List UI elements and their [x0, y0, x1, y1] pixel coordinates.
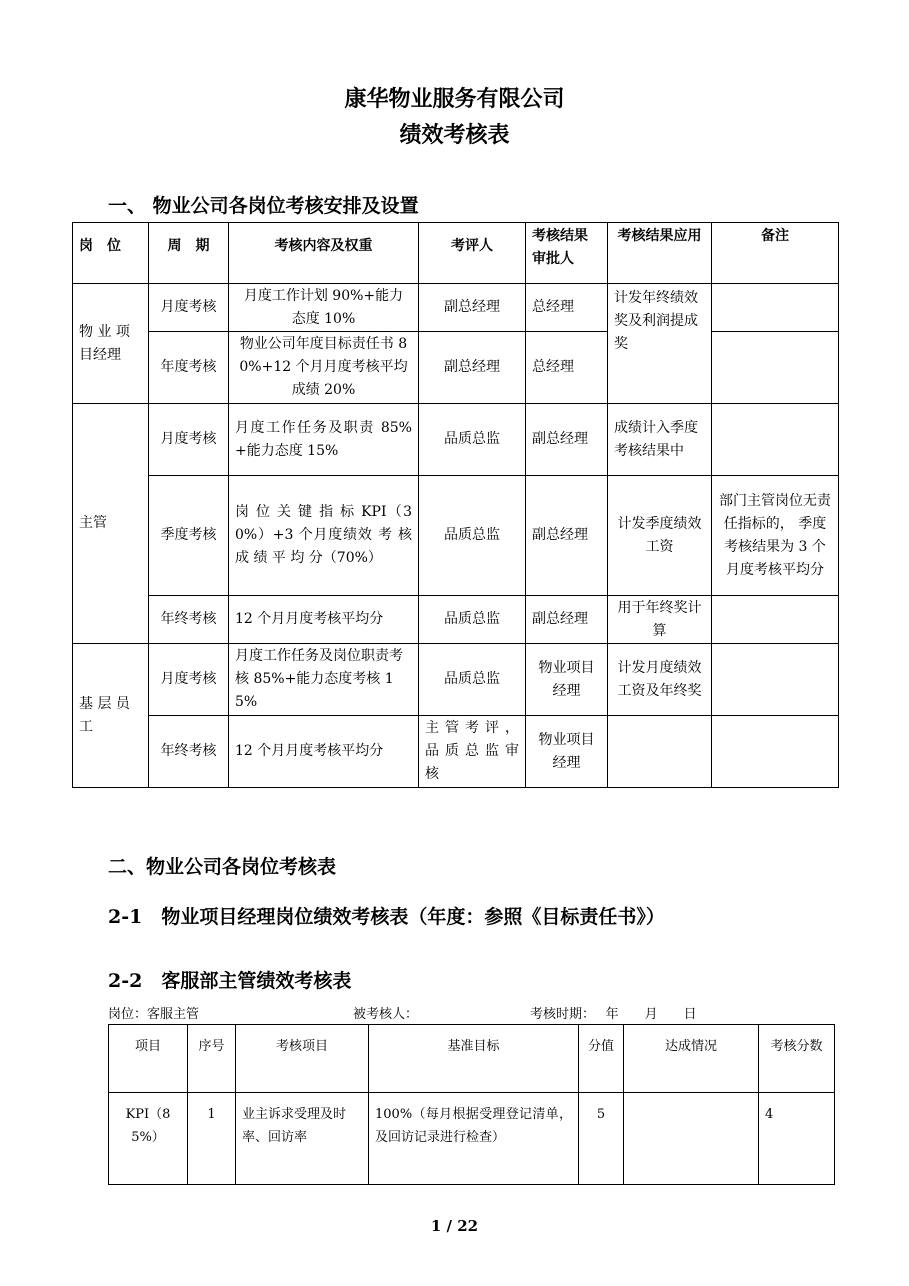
- subsection-2-1-heading: 2-1 物业项目经理岗位绩效考核表（年度：参照《目标责任书》）: [108, 906, 665, 928]
- period-cell: 年度考核: [149, 332, 229, 404]
- note-cell: [712, 596, 839, 644]
- period-cell: 年终考核: [149, 716, 229, 788]
- assessment-arrangement-table: [72, 222, 839, 788]
- info-assessee: 被考核人：: [353, 1007, 419, 1022]
- note-cell: [712, 404, 839, 476]
- col-header-approver: 考核结果审批人: [526, 223, 608, 284]
- col-header-content: 考核内容及权重: [229, 223, 419, 284]
- evaluator-cell: 品质总监: [419, 596, 526, 644]
- period-cell: 月度考核: [149, 644, 229, 716]
- evaluator-cell: 副总经理: [419, 332, 526, 404]
- application-cell: 计发季度绩效工资: [608, 476, 712, 596]
- no-cell: 1: [188, 1093, 236, 1185]
- post-cell: 基 层 员 工: [73, 644, 149, 788]
- col-header-no: 序号: [188, 1025, 236, 1093]
- info-period: 考核时期： 年 月 日: [530, 1007, 697, 1022]
- approver-cell: 物业项目经理: [526, 716, 608, 788]
- period-cell: 年终考核: [149, 596, 229, 644]
- evaluator-cell: 品质总监: [419, 404, 526, 476]
- approver-cell: 物业项目经理: [526, 644, 608, 716]
- result-cell: 4: [759, 1093, 835, 1185]
- approver-cell: 总经理: [526, 332, 608, 404]
- col-header-score: 分值: [579, 1025, 624, 1093]
- period-cell: 月度考核: [149, 284, 229, 332]
- approver-cell: 总经理: [526, 284, 608, 332]
- section1-heading: 一、 物业公司各岗位考核安排及设置: [108, 195, 419, 217]
- section2-heading: 二、物业公司各岗位考核表: [108, 856, 337, 878]
- company-name: 康华物业服务有限公司: [344, 86, 565, 112]
- content-cell: 12 个月月度考核平均分: [229, 716, 419, 788]
- col-header-status: 达成情况: [624, 1025, 759, 1093]
- col-header-project: 考核项目: [236, 1025, 369, 1093]
- application-cell: 计发年终绩效奖及利润提成奖: [608, 284, 712, 404]
- application-cell: 计发月度绩效工资及年终奖: [608, 644, 712, 716]
- approver-cell: 副总经理: [526, 404, 608, 476]
- note-cell: [712, 644, 839, 716]
- table-row: [109, 1093, 835, 1185]
- document-title: 绩效考核表: [399, 122, 510, 148]
- approver-cell: 副总经理: [526, 476, 608, 596]
- col-header-application: 考核结果应用: [608, 223, 712, 284]
- item-cell: KPI（85%）: [109, 1093, 188, 1185]
- status-cell: [624, 1093, 759, 1185]
- content-cell: 岗 位 关 键 指 标 KPI（30%）+3 个月度绩效 考 核 成 绩 平 均 分（70%）: [229, 476, 419, 596]
- customer-service-supervisor-table: [108, 1024, 835, 1185]
- post-cell: 主管: [73, 404, 149, 644]
- col-header-result: 考核分数: [759, 1025, 835, 1093]
- evaluator-cell: 主 管 考 评 ，品 质 总 监 审核: [419, 716, 526, 788]
- score-cell: 5: [579, 1093, 624, 1185]
- project-cell: 业主诉求受理及时率、回访率: [236, 1093, 369, 1185]
- col-header-item: 项目: [109, 1025, 188, 1093]
- application-cell: [608, 716, 712, 788]
- note-cell: [712, 332, 839, 404]
- period-cell: 月度考核: [149, 404, 229, 476]
- col-header-evaluator: 考评人: [419, 223, 526, 284]
- note-cell: 部门主管岗位无责任指标的， 季度考核结果为 3 个月度考核平均分: [712, 476, 839, 596]
- content-cell: 月度工作任务及职责 85%+能力态度 15%: [229, 404, 419, 476]
- note-cell: [712, 716, 839, 788]
- note-cell: [712, 284, 839, 332]
- page-number: 1 / 22: [430, 1217, 479, 1235]
- evaluator-cell: 品质总监: [419, 644, 526, 716]
- application-cell: 用于年终奖计算: [608, 596, 712, 644]
- post-cell: 物 业 项 目经理: [73, 284, 149, 404]
- col-header-note: 备注: [712, 223, 839, 284]
- target-cell: 100%（每月根据受理登记清单，及回访记录进行检查）: [369, 1093, 579, 1185]
- col-header-post: 岗 位: [73, 223, 149, 284]
- content-cell: 12 个月月度考核平均分: [229, 596, 419, 644]
- subsection-2-2-heading: 2-2 客服部主管绩效考核表: [108, 970, 352, 992]
- evaluator-cell: 副总经理: [419, 284, 526, 332]
- content-cell: 物业公司年度目标责任书 80%+12 个月月度考核平均成绩 20%: [229, 332, 419, 404]
- evaluator-cell: 品质总监: [419, 476, 526, 596]
- info-post: 岗位：客服主管: [108, 1007, 200, 1022]
- col-header-period: 周 期: [149, 223, 229, 284]
- period-cell: 季度考核: [149, 476, 229, 596]
- col-header-target: 基准目标: [369, 1025, 579, 1093]
- content-cell: 月度工作计划 90%+能力 态度 10%: [229, 284, 419, 332]
- application-cell: 成绩计入季度考核结果中: [608, 404, 712, 476]
- content-cell: 月度工作任务及岗位职责考核 85%+能力态度考核 15%: [229, 644, 419, 716]
- approver-cell: 副总经理: [526, 596, 608, 644]
